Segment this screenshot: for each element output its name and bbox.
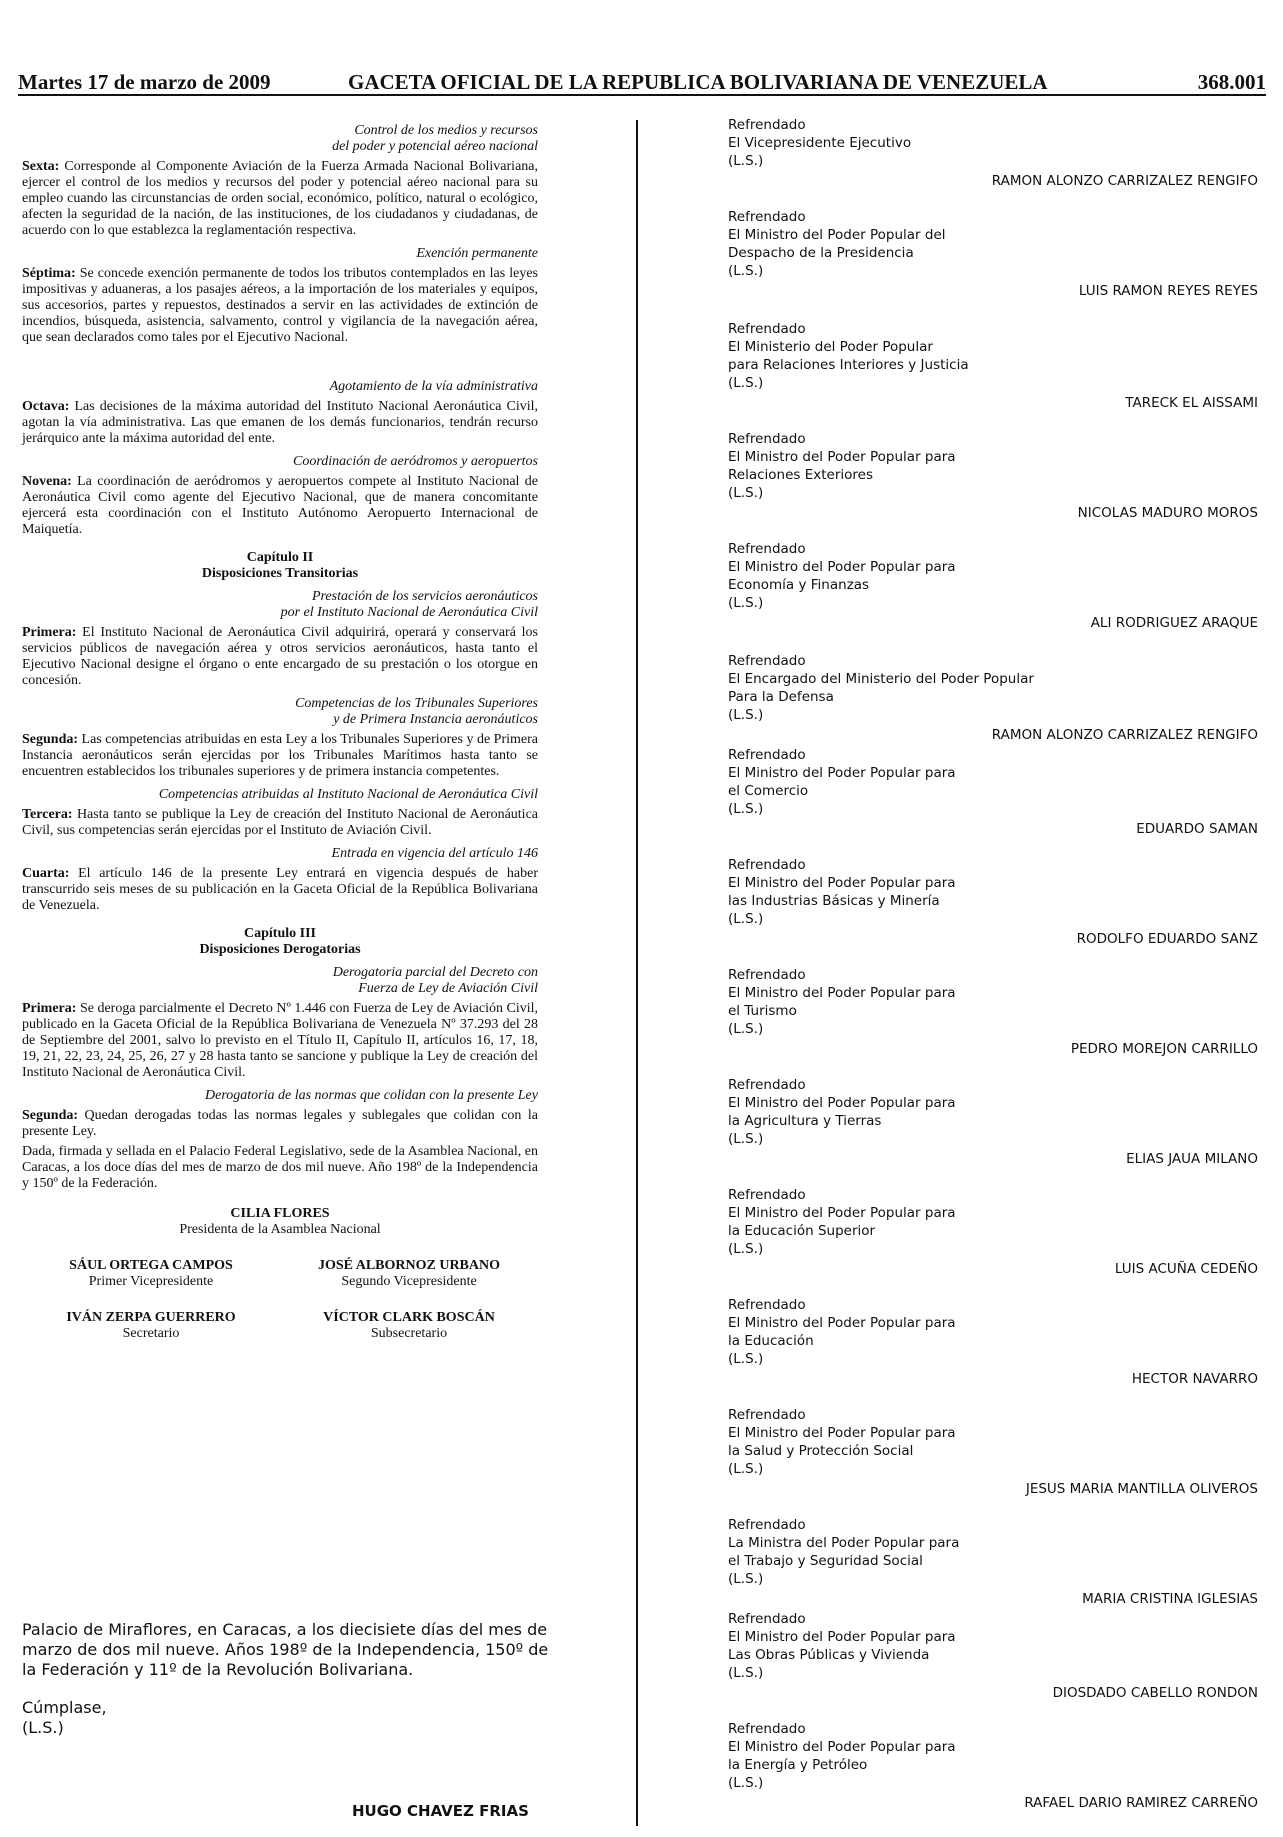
gazette-header bbox=[18, 70, 1266, 96]
signature-block: VÍCTOR CLARK BOSCÁN Subsecretario bbox=[323, 1310, 495, 1341]
minister-name: NICOLAS MADURO MOROS bbox=[1077, 505, 1258, 521]
minister-name: PEDRO MOREJON CARRILLO bbox=[1070, 1041, 1258, 1057]
section-heading: Agotamiento de la vía administrativa bbox=[329, 379, 538, 394]
minister-name: RAMON ALONZO CARRIZALEZ RENGIFO bbox=[991, 727, 1258, 743]
refrendo-block: Refrendado El Ministro del Poder Popular para el Turismo (L.S.) PEDRO MOREJON CARRILLO bbox=[728, 967, 1258, 1057]
seal-label: (L.S.) bbox=[22, 1718, 64, 1737]
minister-name: ELIAS JAUA MILANO bbox=[1126, 1151, 1258, 1167]
cumplase-label: Cúmplase, bbox=[22, 1698, 107, 1717]
article-tercera-transitoria: Tercera: Hasta tanto se publique la Ley de creación del Instituto Nacional de Aeronáutica Civil, sus competencias serán ejercidas por el Instituto de Aviación Civil. bbox=[22, 807, 538, 838]
refrendo-block: Refrendado El Ministro del Poder Popular para Relaciones Exteriores (L.S.) NICOLAS MADURO MOROS bbox=[728, 431, 1258, 521]
chapter-heading: Capítulo II Disposiciones Transitorias bbox=[201, 550, 359, 581]
signature-block: IVÁN ZERPA GUERRERO Secretario bbox=[66, 1310, 236, 1341]
section-heading: Competencias de los Tribunales Superiores y de Primera Instancia aeronáuticos bbox=[295, 696, 538, 727]
minister-name: EDUARDO SAMAN bbox=[1136, 821, 1258, 837]
page-number: 368.001 bbox=[1197, 70, 1266, 94]
minister-name: ALI RODRIGUEZ ARAQUE bbox=[1090, 615, 1258, 631]
section-heading: Control de los medios y recursos del poder y potencial aéreo nacional bbox=[332, 123, 538, 154]
article-segunda-transitoria: Segunda: Las competencias atribuidas en esta Ley a los Tribunales Superiores y de Primera Instancia aeronáuticos serán ejercidas por los Tribunales Marítimos hasta tanto se encuentren establecidos los tribunales superiores y de primera instancia competentes. bbox=[22, 732, 538, 779]
article-octava: Octava: Las decisiones de la máxima autoridad del Instituto Nacional Aeronáutica Civil, agotan la vía administrativa. Las que emanen de los demás funcionarios, tendrán recurso jerárquico ante la máxima autoridad del ente. bbox=[22, 399, 538, 446]
left-column bbox=[22, 116, 538, 1342]
minister-name: HECTOR NAVARRO bbox=[1131, 1371, 1258, 1387]
minister-name: TARECK EL AISSAMI bbox=[1125, 395, 1258, 411]
refrendo-block: Refrendado El Ministro del Poder Popular para Las Obras Públicas y Vivienda (L.S.) DIOSDADO CABELLO RONDON bbox=[728, 1611, 1258, 1701]
section-heading: Prestación de los servicios aeronáuticos por el Instituto Nacional de Aeronáutica Civil bbox=[280, 589, 538, 620]
article-sexta: Sexta: Corresponde al Componente Aviación de la Fuerza Armada Nacional Bolivariana, ejercer el control de los medios y recursos del poder y potencial aéreo nacional para su empleo cuando las circunstancias de orden social, económico, político, natural o ecológico, afecten la seguridad de la nación, de las instituciones, de los ciudadanos y ciudadanas, de acuerdo con lo que establezca la reglamentación respectiva. bbox=[22, 159, 538, 238]
section-heading: Competencias atribuidas al Instituto Nacional de Aeronáutica Civil bbox=[158, 787, 538, 802]
minister-name: DIOSDADO CABELLO RONDON bbox=[1052, 1685, 1258, 1701]
refrendo-block: Refrendado El Ministro del Poder Popular para la Educación (L.S.) HECTOR NAVARRO bbox=[728, 1297, 1258, 1387]
refrendo-block: Refrendado El Ministro del Poder Popular para Economía y Finanzas (L.S.) ALI RODRIGUEZ ARAQUE bbox=[728, 541, 1258, 631]
refrendo-block: Refrendado El Ministerio del Poder Popular para Relaciones Interiores y Justicia (L.S.) TARECK EL AISSAMI bbox=[728, 321, 1258, 411]
refrendo-block: Refrendado La Ministra del Poder Popular para el Trabajo y Seguridad Social (L.S.) MARIA CRISTINA IGLESIAS bbox=[728, 1517, 1258, 1607]
refrendo-block: Refrendado El Ministro del Poder Popular del Despacho de la Presidencia (L.S.) LUIS RAMON REYES REYES bbox=[728, 209, 1258, 299]
closing-paragraph: Palacio de Miraflores, en Caracas, a los diecisiete días del mes de marzo de dos mil nueve. Años 198º de la Independencia, 150º de la Federación y 11º de la Revolución Bolivariana. bbox=[22, 1620, 549, 1679]
dada-paragraph: Dada, firmada y sellada en el Palacio Federal Legislativo, sede de la Asamblea Nacional, en Caracas, a los doce días del mes de marzo de dos mil nueve. Año 198º de la Independencia y 150º de la Federación. bbox=[22, 1144, 538, 1191]
president-signature: HUGO CHAVEZ FRIAS bbox=[352, 1802, 529, 1820]
refrendo-block: Refrendado El Encargado del Ministerio del Poder Popular Para la Defensa (L.S.) RAMON ALONZO CARRIZALEZ RENGIFO bbox=[728, 653, 1258, 743]
minister-name: JESUS MARIA MANTILLA OLIVEROS bbox=[1025, 1481, 1258, 1497]
article-septima: Séptima: Se concede exención permanente de todos los tributos contemplados en las leyes impositivas y aduaneras, a los pasajes aéreos, a la importación de los materiales y equipos, sus accesorios, partes y repuestos, destinados a servir en las actividades de extinción de incendios, búsqueda, asistencia, salvamento, control y vigilancia de la navegación aérea, que sean declarados como tales por el Ejecutivo Nacional. bbox=[22, 266, 538, 345]
refrendo-block: Refrendado El Ministro del Poder Popular para la Energía y Petróleo (L.S.) RAFAEL DARIO RAMIREZ CARREÑO bbox=[728, 1721, 1258, 1811]
refrendo-block: Refrendado El Ministro del Poder Popular para la Educación Superior (L.S.) LUIS ACUÑA CEDEÑO bbox=[728, 1187, 1258, 1277]
refrendo-block: Refrendado El Ministro del Poder Popular para la Agricultura y Tierras (L.S.) ELIAS JAUA MILANO bbox=[728, 1077, 1258, 1167]
chapter-heading: Capítulo III Disposiciones Derogatorias bbox=[199, 926, 361, 957]
minister-name: LUIS ACUÑA CEDEÑO bbox=[1114, 1261, 1258, 1277]
closing-block bbox=[22, 1620, 562, 1738]
minister-name: MARIA CRISTINA IGLESIAS bbox=[1082, 1591, 1258, 1607]
signature-grid bbox=[22, 1258, 538, 1342]
refrendo-block: Refrendado El Vicepresidente Ejecutivo (L.S.) RAMON ALONZO CARRIZALEZ RENGIFO bbox=[728, 117, 1258, 189]
article-primera-transitoria: Primera: El Instituto Nacional de Aeronáutica Civil adquirirá, operará y conservará los servicios públicos de navegación aérea y otros servicios aeronáuticos, hasta tanto el Ejecutivo Nacional designe el órgano o ente encargado de su prestación o los otorgue en concesión. bbox=[22, 625, 538, 688]
article-novena: Novena: La coordinación de aeródromos y aeropuertos compete al Instituto Nacional de Aeronáutica Civil como agente del Ejecutivo Nacional, que de manera concomitante ejercerá esta coordinación con el Instituto Autónomo Aeropuerto Internacional de Maiquetía. bbox=[22, 474, 538, 537]
refrendo-block: Refrendado El Ministro del Poder Popular para las Industrias Básicas y Minería (L.S.) RODOLFO EDUARDO SANZ bbox=[728, 857, 1258, 947]
article-primera-derogatoria: Primera: Se deroga parcialmente el Decreto Nº 1.446 con Fuerza de Ley de Aviación Civil, publicado en la Gaceta Oficial de la República Bolivariana de Venezuela Nº 37.293 del 28 de Septiembre del 2001, salvo lo previsto en el Título II, Capítulo II, artículos 16, 17, 18, 19, 21, 22, 23, 24, 25, 26, 27 y 28 hasta tanto se sancione y publique la Ley de creación del Instituto Nacional de Aeronáutica Civil. bbox=[22, 1001, 538, 1080]
section-heading: Derogatoria parcial del Decreto con Fuerza de Ley de Aviación Civil bbox=[332, 965, 538, 996]
section-heading: Derogatoria de las normas que colidan con la presente Ley bbox=[205, 1088, 538, 1103]
signature-block: JOSÉ ALBORNOZ URBANO Segundo Vicepresidente bbox=[317, 1258, 501, 1289]
signature-block: SÁUL ORTEGA CAMPOS Primer Vicepresidente bbox=[69, 1258, 233, 1289]
refrendo-block: Refrendado El Ministro del Poder Popular para la Salud y Protección Social (L.S.) JESUS MARIA MANTILLA OLIVEROS bbox=[728, 1407, 1258, 1497]
minister-name: RAFAEL DARIO RAMIREZ CARREÑO bbox=[1024, 1795, 1258, 1811]
signature-president-assembly: CILIA FLORES Presidenta de la Asamblea Nacional bbox=[179, 1206, 381, 1237]
minister-name: LUIS RAMON REYES REYES bbox=[1078, 283, 1258, 299]
section-heading: Exención permanente bbox=[416, 246, 538, 261]
column-divider bbox=[636, 120, 638, 1826]
minister-name: RODOLFO EDUARDO SANZ bbox=[1076, 931, 1258, 947]
section-heading: Entrada en vigencia del artículo 146 bbox=[331, 846, 538, 861]
refrendo-block: Refrendado El Ministro del Poder Popular para el Comercio (L.S.) EDUARDO SAMAN bbox=[728, 747, 1258, 837]
minister-name: RAMON ALONZO CARRIZALEZ RENGIFO bbox=[991, 173, 1258, 189]
gazette-title: GACETA OFICIAL DE LA REPUBLICA BOLIVARIANA DE VENEZUELA bbox=[348, 70, 1048, 94]
section-heading: Coordinación de aeródromos y aeropuertos bbox=[293, 454, 538, 469]
article-cuarta-transitoria: Cuarta: El artículo 146 de la presente Ley entrará en vigencia después de haber transcurrido seis meses de su publicación en la Gaceta Oficial de la República Bolivariana de Venezuela. bbox=[22, 866, 538, 913]
issue-date: Martes 17 de marzo de 2009 bbox=[18, 70, 271, 94]
article-segunda-derogatoria: Segunda: Quedan derogadas todas las normas legales y sublegales que colidan con la presente Ley. bbox=[22, 1108, 538, 1139]
